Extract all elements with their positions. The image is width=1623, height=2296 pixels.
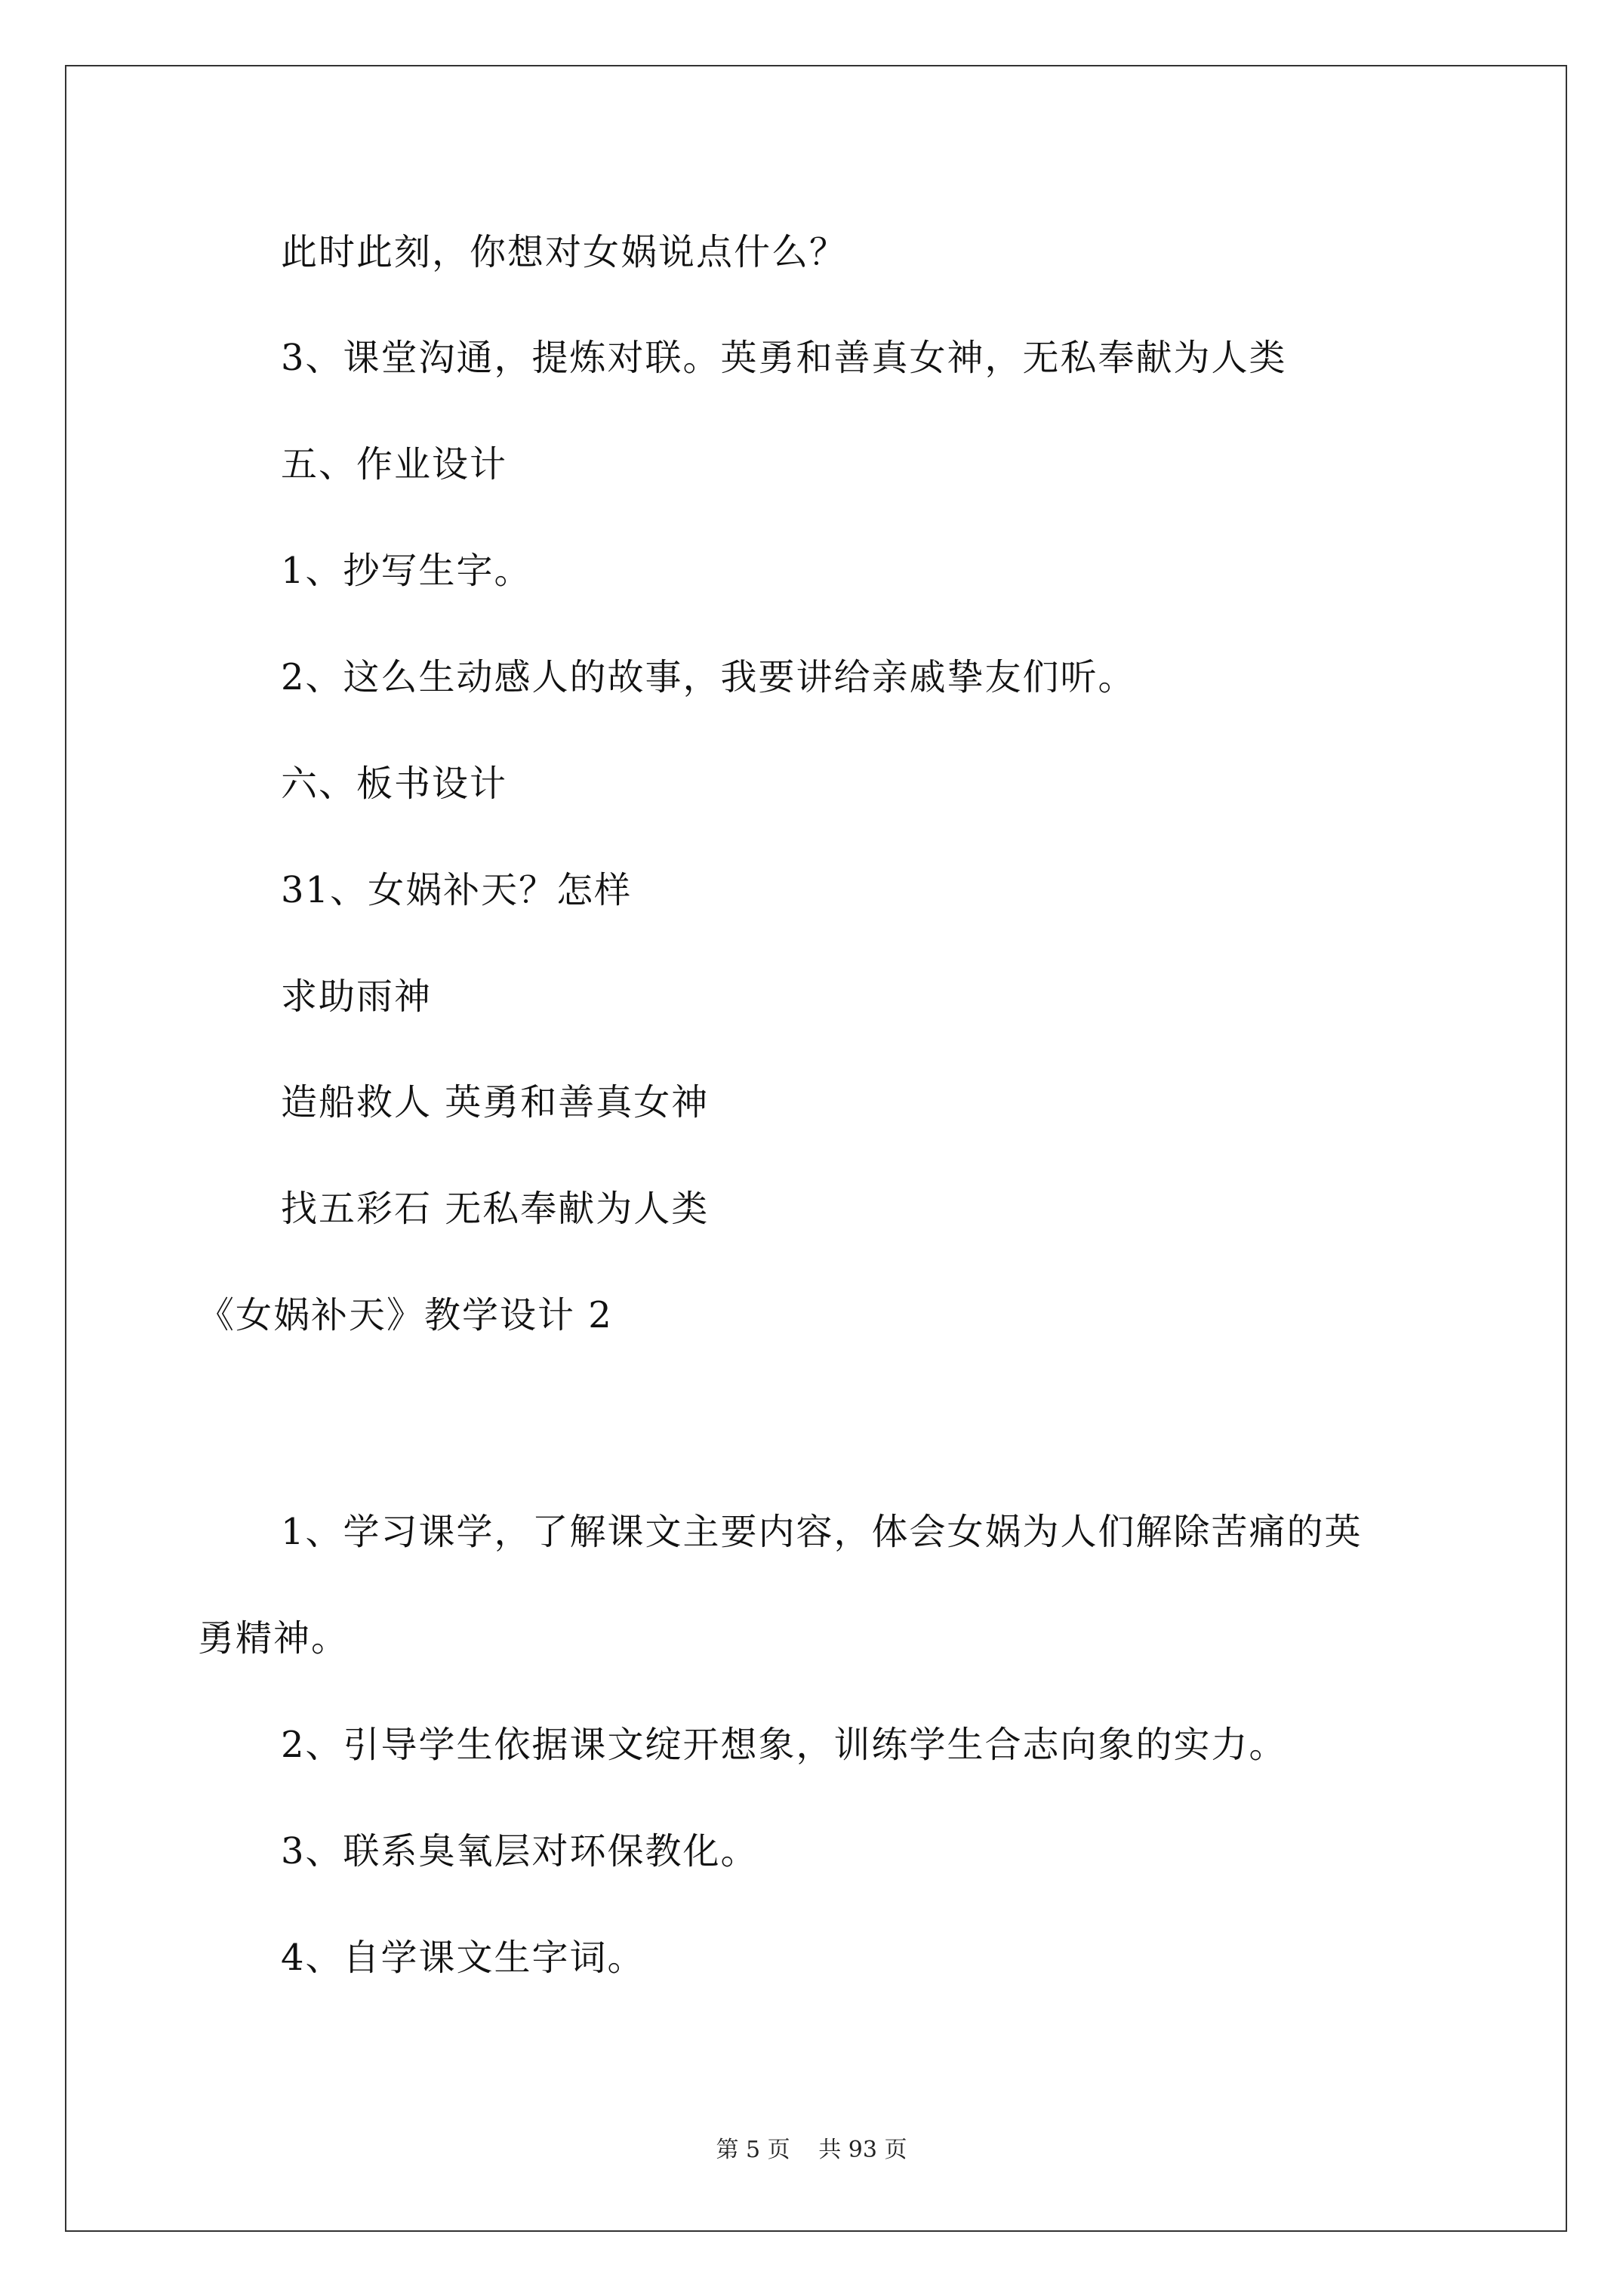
text-line: 3、联系臭氧层对环保教化。 <box>281 1830 759 1872</box>
text-line: 勇精神。 <box>198 1617 350 1660</box>
text-line: 2、引导学生依据课文绽开想象，训练学生合志向象的实力。 <box>281 1724 1287 1766</box>
section-title: 《女娲补天》教学设计 2 <box>198 1294 613 1336</box>
text-line: 造船救人 英勇和善真女神 <box>281 1081 710 1123</box>
text-line: 此时此刻，你想对女娲说点什么？ <box>281 231 848 273</box>
page-number: 第 5 页 <box>716 2137 790 2163</box>
text-line: 六、板书设计 <box>281 763 508 805</box>
text-line: 31、女娲补天？怎样 <box>281 869 633 911</box>
text-line: 找五彩石 无私奉献为人类 <box>281 1188 710 1230</box>
text-line: 1、学习课学，了解课文主要内容，体会女娲为人们解除苦痛的英 <box>281 1511 1363 1553</box>
text-line: 4、自学课文生字词。 <box>281 1937 645 1979</box>
page-total: 共 93 页 <box>818 2137 907 2163</box>
text-line: 2、这么生动感人的故事，我要讲给亲戚挚友们听。 <box>281 656 1136 698</box>
text-line: 求助雨神 <box>281 975 433 1018</box>
text-line: 1、抄写生字。 <box>281 550 532 592</box>
page-border <box>65 65 1567 2232</box>
text-line: 3、课堂沟通，提炼对联。英勇和善真女神，无私奉献为人类 <box>281 337 1287 379</box>
page-footer <box>0 2135 1623 2165</box>
text-line: 五、作业设计 <box>281 443 508 485</box>
